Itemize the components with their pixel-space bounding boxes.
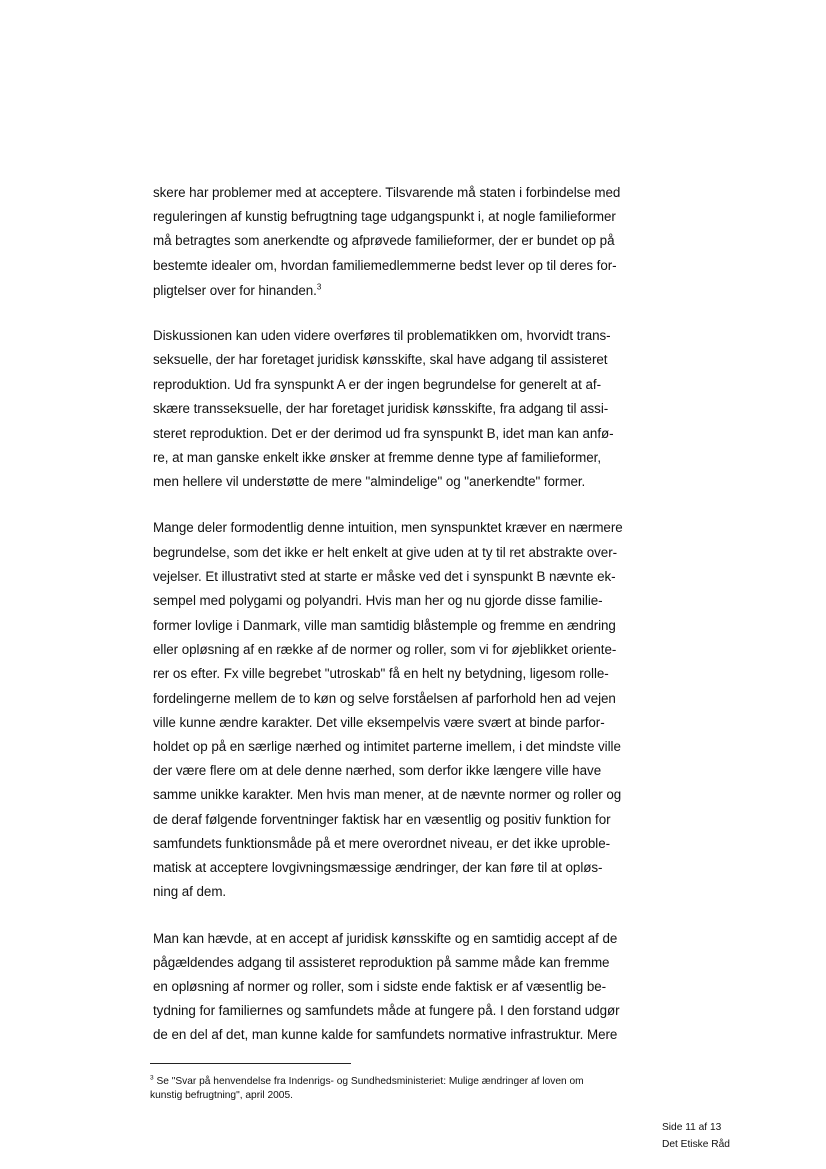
text-line: må betragtes som anerkendte og afprøvede familieformer, der er bundet op på — [153, 233, 615, 248]
text-line: former lovlige i Danmark, ville man samtidig blåstemple og fremme en ændring — [153, 618, 616, 633]
footnote-text: Se "Svar på henvendelse fra Indenrigs- og Sundhedsministeriet: Mulige ændringer af loven om — [153, 1076, 584, 1087]
footnote-reference[interactable]: 3 — [316, 282, 322, 292]
text-line: begrundelse, som det ikke er helt enkelt at give uden at ty til ret abstrakte over- — [153, 545, 618, 560]
text-line: tydning for familiernes og samfundets måde at fungere på. I den forstand udgør — [153, 1003, 620, 1018]
footnote-line: kunstig befrugtning", april 2005. — [150, 1090, 293, 1101]
text-line: rer os efter. Fx ville begrebet "utroskab" få en helt ny betydning, ligesom rolle- — [153, 666, 609, 681]
footnote-separator — [150, 1063, 351, 1064]
text-line — [153, 283, 321, 299]
text-line: eller opløsning af en række af de normer og roller, som vi for øjeblikket oriente- — [153, 642, 617, 657]
text-line: Mange deler formodentlig denne intuition, men synspunktet kræver en nærmere — [153, 520, 623, 535]
text-line: ning af dem. — [153, 884, 227, 899]
text-line: de deraf følgende forventninger faktisk har en væsentlig og positiv funktion for — [153, 812, 611, 827]
text-line: skære transseksuelle, der har foretaget juridisk kønsskifte, fra adgang til assi- — [153, 401, 609, 416]
text-line: matisk at acceptere lovgivningsmæssige ændringer, der kan føre til at opløs- — [153, 860, 603, 875]
text-line: de en del af det, man kunne kalde for samfundets normative infrastruktur. Mere — [153, 1027, 618, 1042]
text-line: Man kan hævde, at en accept af juridisk kønsskifte og en samtidig accept af de — [153, 931, 618, 946]
text-line: der være flere om at dele denne nærhed, som derfor ikke længere ville have — [153, 763, 602, 778]
footnote-number: 3 — [150, 1074, 154, 1082]
text-line: bestemte idealer om, hvordan familiemedlemmerne bedst lever op til deres for- — [153, 258, 617, 273]
text-line: ville kunne ændre karakter. Det ville eksempelvis være svært at binde parfor- — [153, 715, 605, 730]
text-line: Diskussionen kan uden videre overføres til problematikken om, hvorvidt trans- — [153, 328, 611, 343]
footer-organization: Det Etiske Råd — [662, 1139, 730, 1150]
text-line: reproduktion. Ud fra synspunkt A er der ingen begrundelse for generelt at af- — [153, 377, 601, 392]
text-line: re, at man ganske enkelt ikke ønsker at fremme denne type af familieformer, — [153, 450, 602, 465]
text-line: steret reproduktion. Det er der derimod ud fra synspunkt B, idet man kan anfø- — [153, 426, 614, 441]
text-line: samme unikke karakter. Men hvis man mener, at de nævnte normer og roller og — [153, 787, 622, 802]
page-number: Side 11 af 13 — [662, 1122, 722, 1133]
text-line: sempel med polygami og polyandri. Hvis man her og nu gjorde disse familie- — [153, 593, 603, 608]
text-line: vejelser. Et illustrativt sted at starte er måske ved det i synspunkt B nævnte ek- — [153, 569, 616, 584]
text-line: skere har problemer med at acceptere. Tilsvarende må staten i forbindelse med — [153, 185, 621, 200]
text-line-content: pligtelser over for hinanden. — [153, 283, 317, 298]
text-line: fordelingerne mellem de to køn og selve forståelsen af parforhold hen ad vejen — [153, 691, 616, 706]
text-line: reguleringen af kunstig befrugtning tage udgangspunkt i, at nogle familieformer — [153, 209, 616, 224]
text-line: samfundets funktionsmåde på et mere overordnet niveau, er det ikke uproble- — [153, 836, 610, 851]
text-line: holdet op på en særlige nærhed og intimitet parterne imellem, i det mindste ville — [153, 739, 621, 754]
text-line: pågældendes adgang til assisteret reproduktion på samme måde kan fremme — [153, 955, 610, 970]
footnote-line — [150, 1075, 584, 1088]
text-line: seksuelle, der har foretaget juridisk kønsskifte, skal have adgang til assisteret — [153, 352, 608, 367]
text-line: men hellere vil understøtte de mere "almindelige" og "anerkendte" former. — [153, 474, 586, 489]
text-line: en opløsning af normer og roller, som i sidste ende faktisk er af væsentlig be- — [153, 979, 607, 994]
